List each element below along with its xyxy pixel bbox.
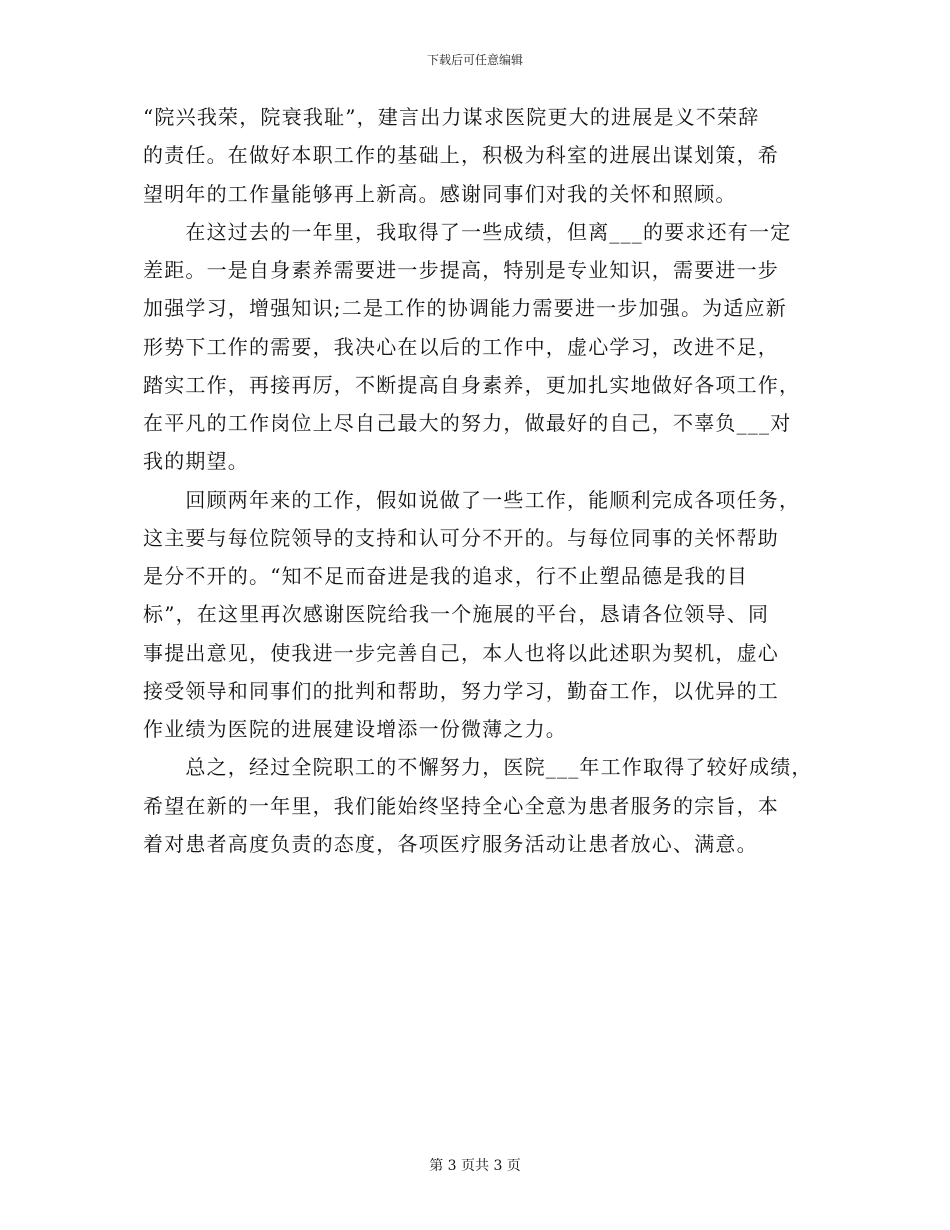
body-line: 的责任。在做好本职工作的基础上，积极为科室的进展出谋划策，希 bbox=[143, 143, 779, 168]
body-line: 事提出意见，使我进一步完善自己，本人也将以此述职为契机，虚心 bbox=[143, 640, 779, 665]
body-line: 作业绩为医院的进展建设增添一份微薄之力。 bbox=[143, 717, 567, 741]
body-line: 着对患者高度负责的态度，各项医疗服务活动让患者放心、满意。 bbox=[143, 831, 758, 856]
body-line: 差距。一是自身素养需要进一步提高，特别是专业知识，需要进一步 bbox=[143, 258, 779, 282]
document-body bbox=[143, 98, 843, 863]
body-line: 接受领导和同事们的批判和帮助，努力学习，勤奋工作，以优异的工 bbox=[143, 678, 779, 703]
body-line: 形势下工作的需要，我决心在以后的工作中，虚心学习，改进不足， bbox=[143, 334, 779, 359]
page-number-footer: 第 3 页共 3 页 bbox=[429, 1158, 521, 1174]
body-line: 总之，经过全院职工的不懈努力，医院___年工作取得了较好成绩， bbox=[143, 755, 813, 780]
body-line: 这主要与每位院领导的支持和认可分不开的。与每位同事的关怀帮助 bbox=[143, 525, 779, 550]
body-line: 望明年的工作量能够再上新高。感谢同事们对我的关怀和照顾。 bbox=[143, 181, 737, 206]
body-line: 希望在新的一年里，我们能始终坚持全心全意为患者服务的宗旨，本 bbox=[143, 793, 779, 818]
body-line: 踏实工作，再接再厉，不断提高自身素养，更加扎实地做好各项工作， bbox=[143, 372, 801, 397]
body-line: 标”，在这里再次感谢医院给我一个施展的平台，恳请各位领导、同 bbox=[143, 602, 770, 627]
body-line: 加强学习，增强知识;二是工作的协调能力需要进一步加强。为适应新 bbox=[143, 296, 787, 321]
body-line: 是分不开的。“知不足而奋进是我的追求，行不止塑品德是我的目 bbox=[143, 564, 749, 588]
page-header: 下载后可任意编辑 bbox=[426, 53, 523, 67]
body-line: 在平凡的工作岗位上尽自己最大的努力，做最好的自己，不辜负___对 bbox=[143, 411, 792, 435]
body-line: “院兴我荣，院衰我耻”，建言出力谋求医院更大的进展是义不荣辞 bbox=[143, 105, 760, 129]
body-line: 在这过去的一年里，我取得了一些成绩，但离___的要求还有一定 bbox=[143, 219, 792, 244]
body-line: 我的期望。 bbox=[143, 449, 249, 474]
body-line: 回顾两年来的工作，假如说做了一些工作，能顺利完成各项任务， bbox=[143, 487, 801, 512]
